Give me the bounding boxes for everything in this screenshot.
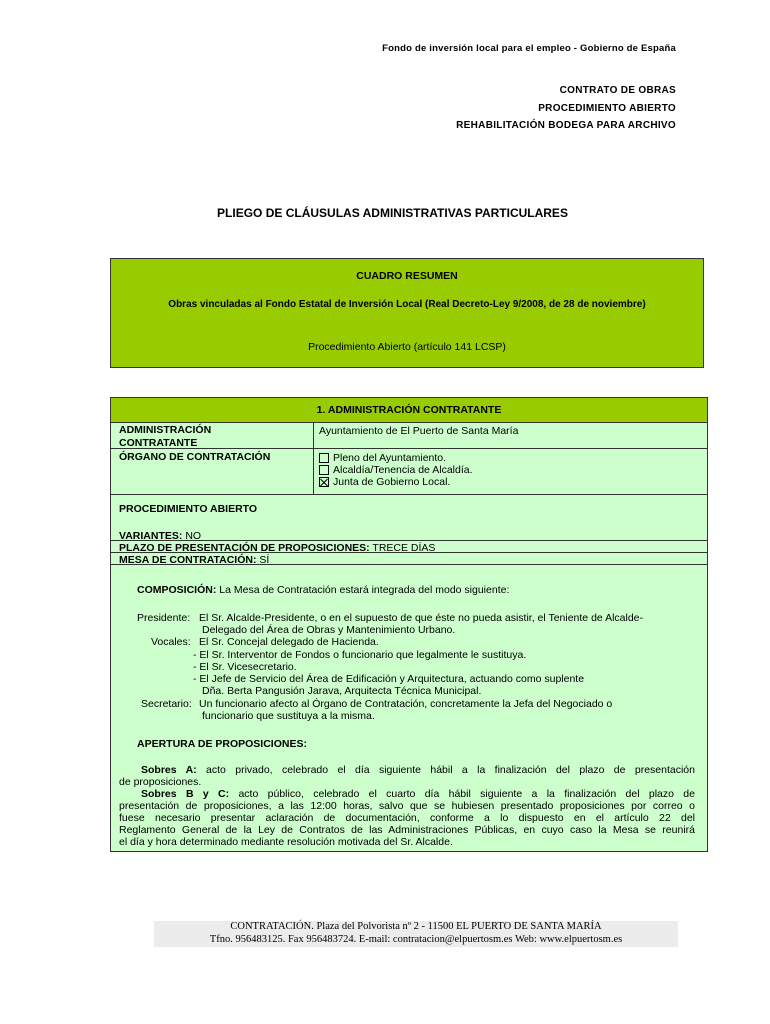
sobres-bc-line5: el día y hora determinado mediante resolución motivada del Sr. Alcalde. xyxy=(119,836,453,848)
presidente-line1: El Sr. Alcalde-Presidente, o en el supuesto de que éste no pueda asistir, el Teniente de Alcalde- xyxy=(199,612,644,624)
procedure-type: PROCEDIMIENTO ABIERTO xyxy=(538,102,676,114)
cuadro-procedure: Procedimiento Abierto (artículo 141 LCSP) xyxy=(308,341,506,353)
sobres-a-text: acto privado, celebrado el día siguiente hábil a la finalización del plazo de presentación xyxy=(206,764,695,776)
cuadro-resumen xyxy=(110,258,704,368)
secretario-line2: funcionario que sustituya a la misma. xyxy=(202,710,375,722)
option-label: Junta de Gobierno Local. xyxy=(333,476,451,488)
checked-checkbox-icon[interactable] xyxy=(319,477,329,487)
organo-label: ÓRGANO DE CONTRATACIÓN xyxy=(119,451,271,463)
sobres-a-label: Sobres A: xyxy=(141,764,197,776)
vocales-line3: - El Sr. Vicesecretario. xyxy=(193,661,297,673)
apertura-label: APERTURA DE PROPOSICIONES: xyxy=(137,738,307,750)
sobres-bc-line2: presentación de proposiciones, a las 12:00 horas, salvo que se hubiesen presentado proposiciones por correo o xyxy=(119,800,695,812)
row-divider xyxy=(111,494,707,495)
secretario-label: Secretario: xyxy=(141,698,192,710)
composicion-text: La Mesa de Contratación estará integrada del modo siguiente: xyxy=(219,584,510,596)
composicion-row xyxy=(137,584,509,597)
footer-line2: Tfno. 956483125. Fax 956483724. E-mail: contratacion@elpuertosm.es Web: www.elpuertosm.es xyxy=(209,933,623,945)
organo-option-alcaldia[interactable] xyxy=(319,464,473,477)
secretario-line1: Un funcionario afecto al Órgano de Contratación, concretamente la Jefa del Negociado o xyxy=(199,698,613,710)
composicion-label: COMPOSICIÓN: xyxy=(137,584,217,596)
admin-label-line2: CONTRATANTE xyxy=(119,436,198,449)
section-heading: 1. ADMINISTRACIÓN CONTRATANTE xyxy=(111,398,707,423)
mesa-value: SÍ xyxy=(259,554,270,566)
presidente-line2: Delegado del Área de Obras y Mantenimiento Urbano. xyxy=(202,624,456,636)
procedimiento-label: PROCEDIMIENTO ABIERTO xyxy=(119,503,258,515)
option-label: Pleno del Ayuntamiento. xyxy=(333,452,447,464)
sobres-bc-line3: fuese necesario presentar aclaración de documentación, conforme a lo dispuesto en el artículo 22 del xyxy=(119,812,695,824)
sobres-a-line1 xyxy=(141,764,695,777)
sobres-bc-line4: Reglamento General de la Ley de Contratos de las Administraciones Públicas, en cuyo caso la Mesa se reunirá xyxy=(119,824,695,836)
page-footer xyxy=(154,921,678,947)
sobres-bc-text: acto público, celebrado el cuarto día hábil siguiente a la finalización del plazo de xyxy=(238,788,695,800)
vocales-line4: - El Jefe de Servicio del Área de Edificación y Arquitectura, actuando como suplente xyxy=(193,673,585,685)
header-block xyxy=(456,82,676,135)
admin-label xyxy=(119,424,211,449)
column-divider xyxy=(313,423,314,494)
vocales-line2: - El Sr. Interventor de Fondos o funcionario que legalmente le sustituya. xyxy=(193,649,527,661)
section-administracion-table xyxy=(110,397,708,852)
sobres-bc-line1 xyxy=(141,788,695,801)
plazo-label: PLAZO DE PRESENTACIÓN DE PROPOSICIONES: xyxy=(119,542,370,554)
organo-option-junta[interactable] xyxy=(319,476,450,489)
organo-option-pleno[interactable] xyxy=(319,452,446,465)
cuadro-heading: CUADRO RESUMEN xyxy=(356,270,458,282)
admin-value: Ayuntamiento de El Puerto de Santa María xyxy=(319,425,519,437)
variantes-label: VARIANTES: xyxy=(119,530,183,542)
checkbox-icon[interactable] xyxy=(319,453,329,463)
page-title: PLIEGO DE CLÁUSULAS ADMINISTRATIVAS PARTICULARES xyxy=(217,206,568,220)
sobres-a-line2: de proposiciones. xyxy=(119,776,202,788)
plazo-row xyxy=(119,542,435,555)
footer-line1: CONTRATACIÓN. Plaza del Polvorista nº 2 - 11500 EL PUERTO DE SANTA MARÍA xyxy=(230,921,602,932)
vocales-line5: Dña. Berta Pangusión Jarava, Arquitecta Técnica Municipal. xyxy=(202,685,482,697)
checkbox-icon[interactable] xyxy=(319,465,329,475)
variantes-value: NO xyxy=(185,530,202,542)
header-top-line: Fondo de inversión local para el empleo - Gobierno de España xyxy=(382,43,676,54)
presidente-label: Presidente: xyxy=(137,612,191,624)
vocales-label: Vocales: xyxy=(151,636,191,648)
cuadro-subheading: Obras vinculadas al Fondo Estatal de Inversión Local (Real Decreto-Ley 9/2008, de 28 de noviembre) xyxy=(168,299,646,310)
vocales-line1: El Sr. Concejal delegado de Hacienda. xyxy=(199,636,379,648)
project-name: REHABILITACIÓN BODEGA PARA ARCHIVO xyxy=(456,120,676,131)
mesa-row xyxy=(119,554,269,567)
mesa-label: MESA DE CONTRATACIÓN: xyxy=(119,554,257,566)
contract-type: CONTRATO DE OBRAS xyxy=(559,85,676,96)
option-label: Alcaldía/Tenencia de Alcaldía. xyxy=(333,464,473,476)
admin-label-line1: ADMINISTRACIÓN xyxy=(119,424,212,436)
plazo-value: TRECE DÍAS xyxy=(372,542,436,554)
sobres-bc-label: Sobres B y C: xyxy=(141,788,230,800)
variantes-row xyxy=(119,530,201,543)
